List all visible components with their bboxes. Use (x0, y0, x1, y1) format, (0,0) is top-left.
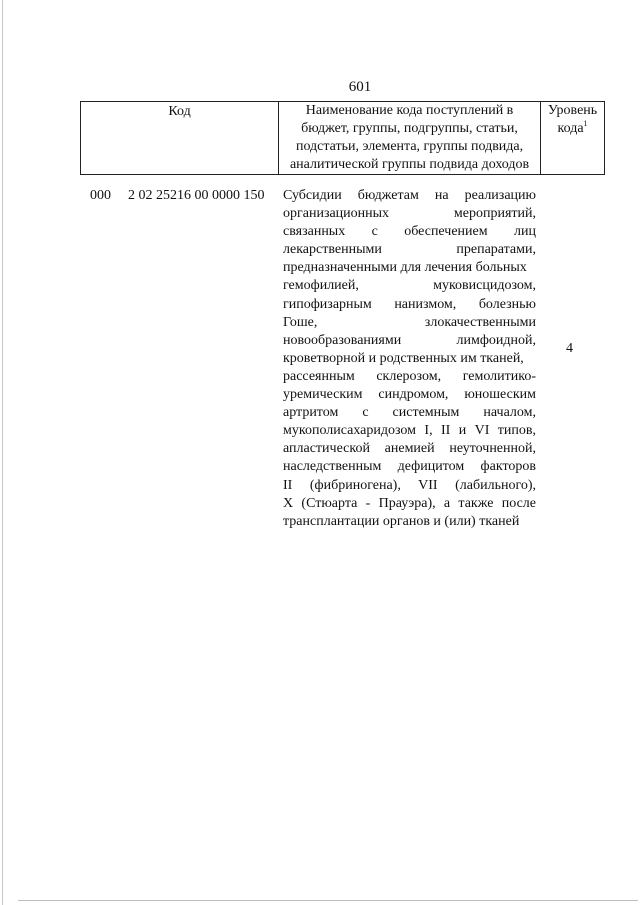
description-line: связанных с обеспечением лиц (283, 224, 536, 240)
row-code-prefix: 000 (90, 188, 111, 203)
description-line: новообразованиями лимфоидной, (283, 332, 536, 348)
header-name-line: аналитической группы подвида доходов (289, 157, 530, 172)
page-bottom-edge (18, 900, 638, 901)
description-line: трансплантации органов и (или) тканей (283, 513, 520, 529)
description-line: предназначенными для лечения больных (283, 260, 527, 276)
header-name-line: бюджет, группы, подгруппы, статьи, (301, 121, 518, 136)
header-name-cell (279, 102, 541, 175)
header-level-line1: Уровень (547, 103, 598, 118)
description-line: мукополисахаридозом I, II и VI типов, (283, 423, 536, 439)
header-name-line: подстатьи, элемента, группы подвида, (295, 139, 524, 154)
description-line: рассеянным склерозом, гемолитико- (283, 368, 536, 384)
description-line: лекарственными препаратами, (283, 242, 536, 258)
page-number: 601 (348, 79, 372, 95)
header-name-line: Наименование кода поступлений в (305, 103, 514, 118)
row-income-code: 2 02 25216 00 0000 150 (128, 188, 265, 203)
header-level-label: кода (557, 121, 584, 136)
header-level-cell (541, 102, 605, 175)
description-line: артритом с системным началом, (283, 405, 536, 421)
row-description (283, 187, 536, 531)
description-line: кроветворной и родственных им тканей, (283, 350, 524, 366)
description-line: гемофилией, муковисцидозом, (283, 278, 536, 294)
header-code-label: Код (168, 104, 191, 119)
row-level-value: 4 (566, 341, 573, 356)
description-line: уремическим синдромом, юношеским (283, 387, 536, 403)
footnote-marker: 1 (583, 119, 588, 128)
description-line: Субсидии бюджетам на реализацию (283, 188, 536, 203)
description-line: Гоше, злокачественными (283, 314, 536, 330)
header-level-line2 (541, 120, 604, 138)
description-line: II (фибриногена), VII (лабильного), (283, 477, 536, 493)
description-line: X (Стюарта - Прауэра), а также после (283, 495, 536, 511)
description-line: апластической анемией неуточненной, (283, 441, 536, 457)
description-line: гипофизарным нанизмом, болезнью (283, 296, 536, 312)
page-left-edge (2, 0, 3, 905)
header-row (81, 102, 605, 175)
header-table (80, 101, 605, 175)
description-line: организационных мероприятий, (283, 206, 536, 222)
description-line: наследственным дефицитом факторов (283, 459, 536, 475)
header-code-cell (81, 102, 279, 175)
